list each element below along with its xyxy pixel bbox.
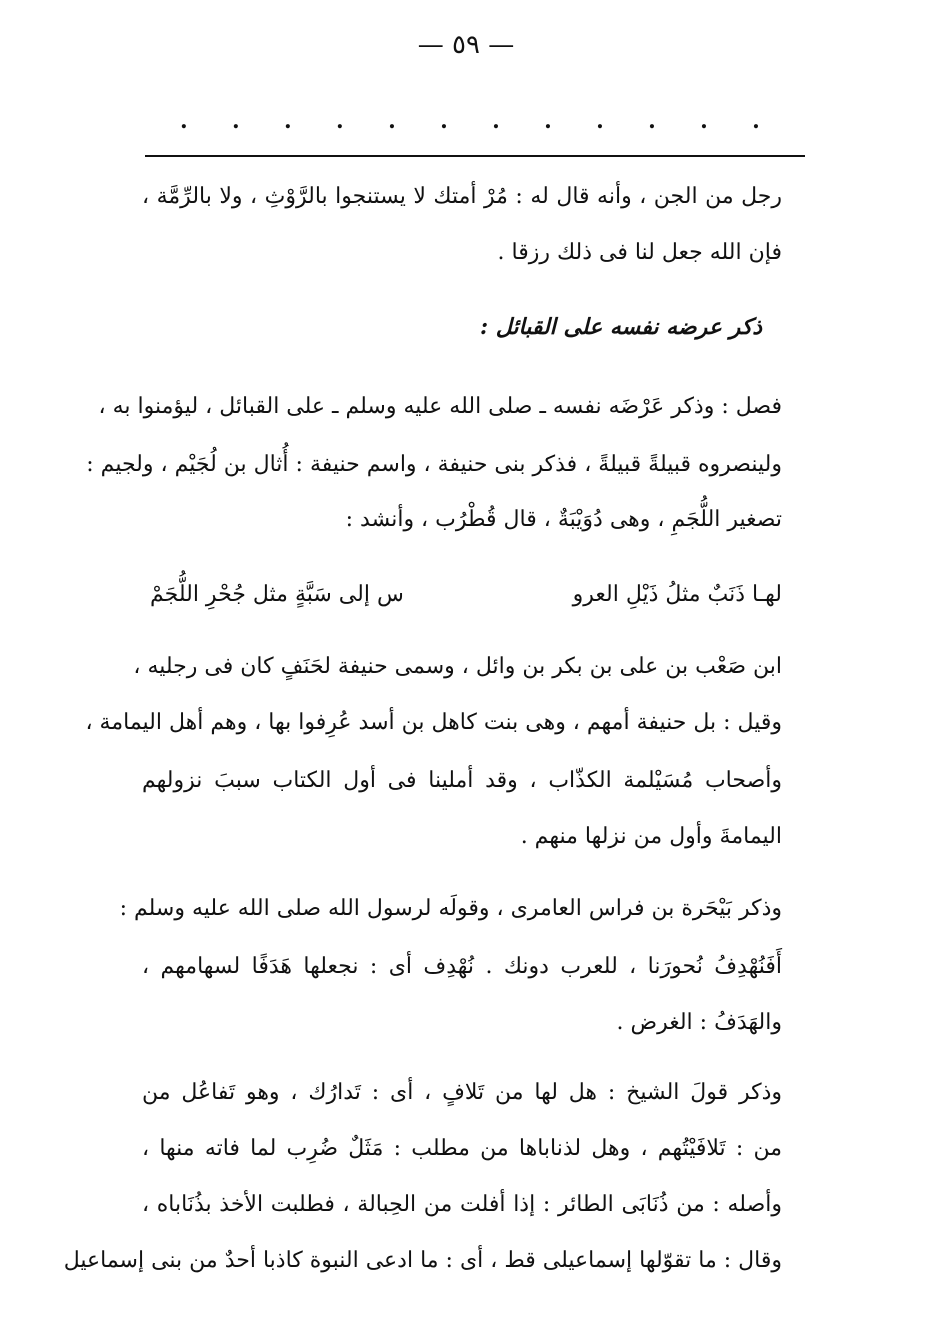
text-line: وقال : ما تقوّلها إسماعيلى قط ، أى : ما ادعى النبوة كاذبا أحدٌ من بنى إسماعيل [63, 1248, 782, 1273]
separator-dot: . [700, 108, 708, 134]
separator-dot: . [544, 108, 552, 134]
text-line: وأصحاب مُسَيْلمة الكذّاب ، وقد أملينا فى أول الكتاب سببَ نزولهم [142, 768, 782, 793]
separator-dot: . [440, 108, 448, 134]
text-line: فصل : وذكر عَرْضَه نفسه ـ صلى الله عليه وسلم ـ على القبائل ، ليؤمنوا به ، [98, 394, 782, 419]
text-line: فإن الله جعل لنا فى ذلك رزقا . [497, 240, 782, 265]
text-line: والهَدَفُ : الغرض . [616, 1010, 782, 1035]
separator-dots [180, 108, 760, 134]
header-rule [145, 155, 805, 157]
separator-dot: . [752, 108, 760, 134]
text-line: ابن صَعْب بن على بن بكر بن وائل ، وسمى حنيفة لحَنَفٍ كان فى رجليه ، [133, 654, 782, 679]
text-line: وقيل : بل حنيفة أمهم ، وهى بنت كاهل بن أسد عُرِفوا بها ، وهم أهل اليمامة ، [85, 710, 782, 735]
text-line: رجل من الجن ، وأنه قال له : مُرْ أمتك لا يستنجوا بالرَّوْثِ ، ولا بالرِّمَّة ، [142, 184, 782, 209]
separator-dot: . [596, 108, 604, 134]
text-line: تصغير اللُّجَمِ ، وهى دُوَيْبَةٌ ، قال قُطْرُب ، وأنشد : [345, 507, 782, 532]
separator-dot: . [492, 108, 500, 134]
verse-first-hemistich: لهـا ذَنَبٌ مثلُ ذَيْلِ العرو [572, 582, 782, 607]
separator-dot: . [180, 108, 188, 134]
text-line: من : تَلافَيْتُهم ، وهل لذناباها من مطلب : مَثَلٌ ضُرِب لما فاته منها ، [142, 1136, 782, 1161]
text-line: أَفَنُهْدِفُ نُحورَنا ، للعرب دونك . نُهْدِف أى : نجعلها هَدَفًا لسهامهم ، [142, 954, 782, 979]
text-line: وذكر بَيْحَرة بن فراس العامرى ، وقولَه لرسول الله صلى الله عليه وسلم : [119, 896, 782, 921]
page-number: — ٥٩ — [417, 30, 515, 60]
separator-dot: . [336, 108, 344, 134]
text-line: اليمامةَ وأول من نزلها منهم . [520, 824, 782, 849]
separator-dot: . [232, 108, 240, 134]
separator-dot: . [284, 108, 292, 134]
text-line: وأصله : من ذُنَابَى الطائر : إذا أفلت من الحِبالة ، فطلبت الأخذ بذُنَاباه ، [142, 1192, 782, 1217]
verse-second-hemistich: س إلى سَبَّةٍ مثل جُحْرِ اللُّجَمْ [150, 582, 404, 607]
section-heading: ذكر عرضه نفسه على القبائل : [479, 314, 762, 340]
text-line: وذكر قولَ الشيخ : هل لها من تَلافٍ ، أى : تَدارُك ، وهو تَفاعُل من [142, 1080, 782, 1105]
separator-dot: . [388, 108, 396, 134]
text-line: ولينصروه قبيلةً قبيلةً ، فذكر بنى حنيفة ، واسم حنيفة : أُثال بن لُجَيْم ، ولجيم : [86, 452, 782, 477]
poetry-verse [150, 580, 782, 610]
separator-dot: . [648, 108, 656, 134]
